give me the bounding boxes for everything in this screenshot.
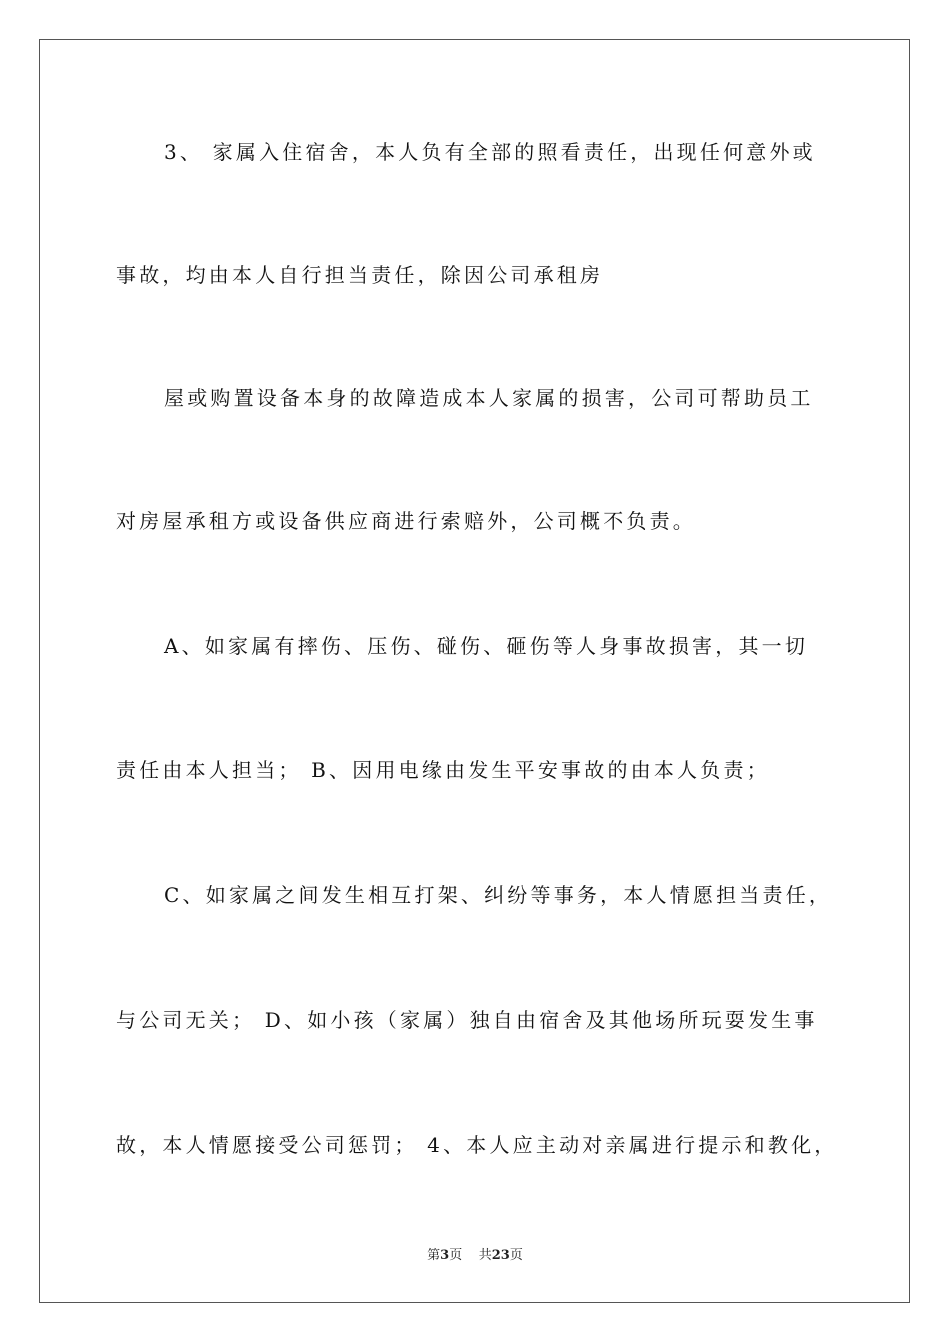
page-suffix: 页 [449,1248,463,1263]
paragraph-line-5: A、如家属有摔伤、压伤、碰伤、砸伤等人身事故损害，其一切 [164,634,809,658]
page-footer [0,1247,950,1265]
paragraph-line-8: 与公司无关； D、如小孩（家属）独自由宿舍及其他场所玩耍发生事 [116,1008,818,1032]
paragraph-line-7: C、如家属之间发生相互打架、纠纷等事务，本人情愿担当责任， [164,883,833,907]
total-suffix: 页 [509,1248,523,1263]
page-number: 3 [440,1248,450,1263]
paragraph-line-9: 故，本人情愿接受公司惩罚； 4、本人应主动对亲属进行提示和教化， [116,1133,838,1157]
page-border [39,39,910,1303]
paragraph-line-3: 屋或购置设备本身的故障造成本人家属的损害，公司可帮助员工 [164,386,814,410]
page-prefix: 第 [427,1248,441,1263]
total-prefix: 共 [478,1248,492,1263]
paragraph-line-6: 责任由本人担当； B、因用电缘由发生平安事故的由本人负责； [116,758,770,782]
paragraph-line-4: 对房屋承租方或设备供应商进行索赔外，公司概不负责。 [116,509,696,533]
paragraph-line-2: 事故，均由本人自行担当责任，除因公司承租房 [116,263,604,287]
total-pages: 23 [491,1248,510,1263]
paragraph-line-1: 3、 家属入住宿舍，本人负有全部的照看责任，出现任何意外或 [164,140,816,164]
